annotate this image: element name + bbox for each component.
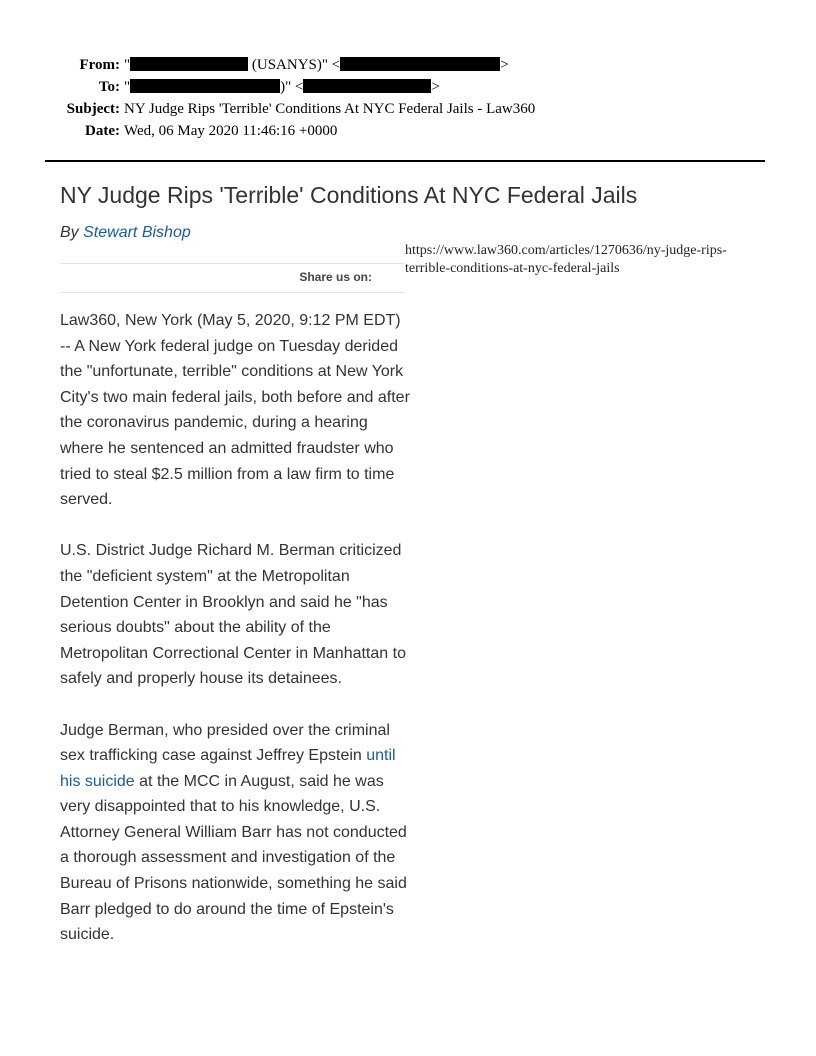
from-quote: " (124, 57, 131, 73)
subject-label: Subject: (66, 101, 120, 117)
author-link[interactable]: Stewart Bishop (83, 224, 191, 241)
share-bar (60, 263, 405, 293)
from-end: > (500, 57, 509, 73)
to-end: > (431, 79, 440, 95)
redaction-block (340, 57, 500, 71)
paragraph-text: Judge Berman, who presided over the criminal sex trafficking case against Jeffrey Epstein (60, 721, 390, 765)
paragraph-text: at the MCC in August, said he was very disappointed that to his knowledge, U.S. Attorney General William Barr has not conducted a thorough assessment and investigation of the Bureau of Prisons nationwide, something he said Barr pledged to do around the time of Epstein's suicide. (60, 772, 407, 944)
from-label: From: (79, 57, 120, 73)
date-label: Date: (85, 123, 120, 139)
to-quote: " (124, 79, 131, 95)
subject-row (0, 98, 816, 120)
email-header (0, 54, 816, 142)
date-value: Wed, 06 May 2020 11:46:16 +0000 (124, 123, 338, 139)
subject-value: NY Judge Rips 'Terrible' Conditions At NYC Federal Jails - Law360 (124, 101, 536, 117)
article-url: https://www.law360.com/articles/1270636/ny-judge-rips-terrible-conditions-at-nyc-federal-jails (405, 243, 727, 276)
date-row (0, 120, 816, 142)
paragraph (60, 718, 410, 948)
article-body (60, 308, 410, 973)
byline (60, 222, 191, 244)
from-row (0, 54, 816, 76)
paragraph: Law360, New York (May 5, 2020, 9:12 PM EDT) -- A New York federal judge on Tuesday derided the "unfortunate, terrible" conditions at New York City's two main federal jails, both before and after the coronavirus pandemic, during a hearing where he sentenced an admitted fraudster who tried to steal $2.5 million from a law firm to time served. (60, 312, 410, 509)
from-mid: (USANYS)" < (248, 57, 341, 73)
byline-prefix: By (60, 224, 84, 241)
to-label: To: (98, 79, 120, 95)
redaction-block (130, 79, 280, 93)
to-row (0, 76, 816, 98)
redaction-block (130, 57, 248, 71)
suicide-article-link[interactable]: until his suicide (60, 747, 396, 790)
header-divider (45, 160, 765, 162)
share-label: Share us on: (299, 270, 372, 284)
to-value (124, 76, 440, 98)
article-title: NY Judge Rips 'Terrible' Conditions At NYC Federal Jails (60, 182, 638, 208)
from-value (124, 54, 509, 76)
paragraph: U.S. District Judge Richard M. Berman criticized the "deficient system" at the Metropolitan Detention Center in Brooklyn and said he "has serious doubts" about the ability of the Metropolitan Correctional Center in Manhattan to safely and properly house its detainees. (60, 542, 406, 688)
redaction-block (303, 79, 431, 93)
to-mid: )" < (280, 79, 304, 95)
